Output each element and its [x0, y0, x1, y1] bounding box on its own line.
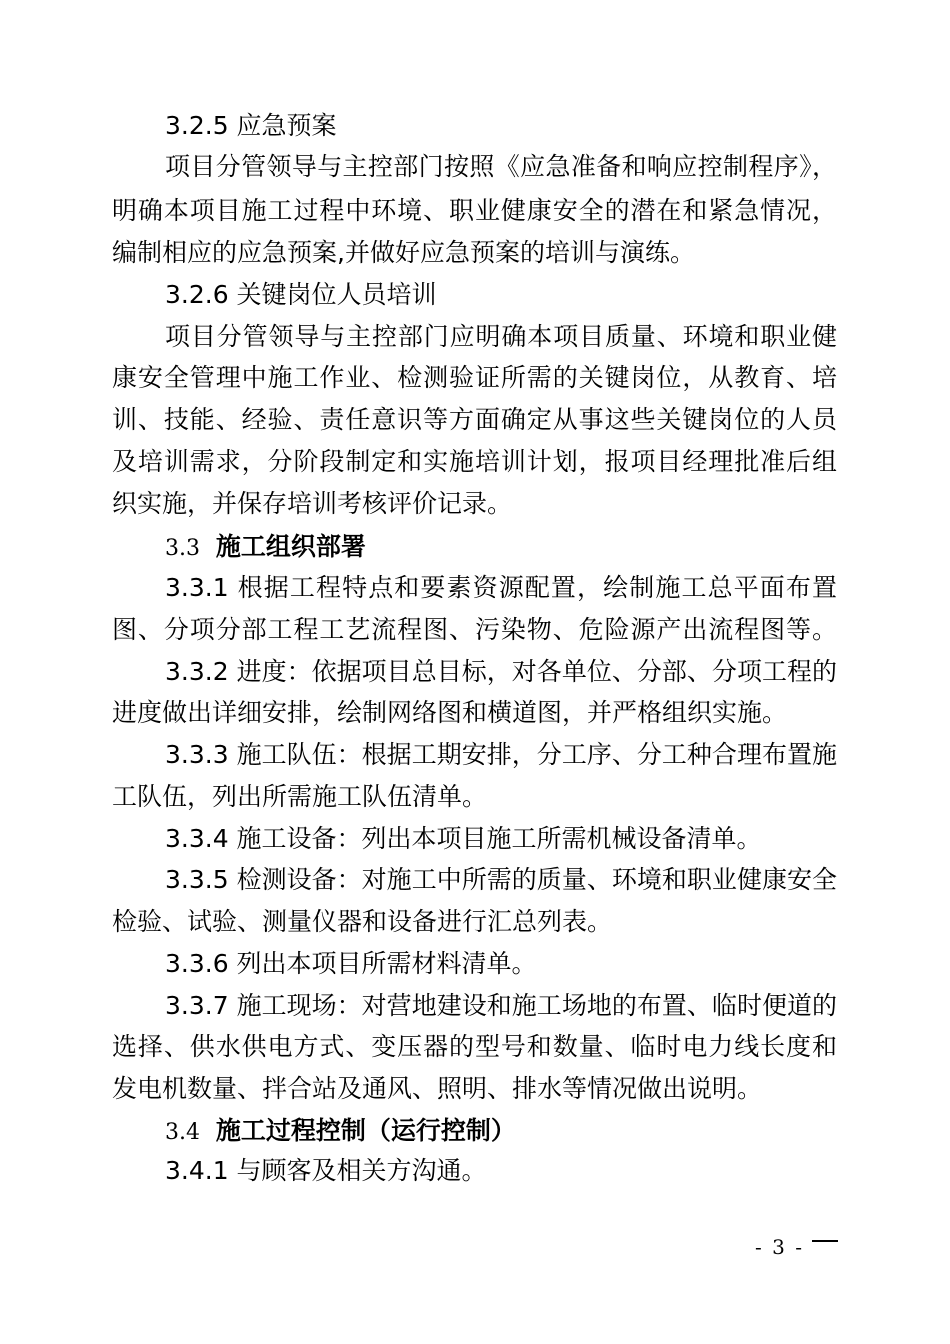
footer-rule	[812, 1240, 838, 1242]
subheading-3-2-5: 3.2.5 应急预案	[165, 111, 337, 140]
paragraph-line: 明确本项目施工过程中环境、职业健康安全的潜在和紧急情况，	[112, 196, 837, 225]
paragraph-line: 及培训需求，分阶段制定和实施培训计划，报项目经理批准后组	[112, 447, 837, 476]
paragraph-line: 康安全管理中施工作业、检测验证所需的关键岗位，从教育、培	[112, 363, 837, 392]
section-title: 施工组织部署	[215, 532, 366, 561]
paragraph-line: 3.3.5 检测设备：对施工中所需的质量、环境和职业健康安全	[165, 865, 837, 894]
page-number: - 3 -	[755, 1235, 804, 1259]
paragraph-line: 项目分管领导与主控部门应明确本项目质量、环境和职业健	[165, 322, 837, 351]
section-number: 3.4	[165, 1120, 200, 1145]
paragraph-line: 织实施，并保存培训考核评价记录。	[112, 489, 513, 518]
paragraph-line: 选择、供水供电方式、变压器的型号和数量、临时电力线长度和	[112, 1032, 837, 1061]
paragraph-line: 发电机数量、拌合站及通风、照明、排水等情况做出说明。	[112, 1074, 763, 1103]
paragraph-line: 3.3.4 施工设备：列出本项目施工所需机械设备清单。	[165, 824, 762, 853]
paragraph-line: 检验、试验、测量仪器和设备进行汇总列表。	[112, 907, 613, 936]
paragraph-line: 图、分项分部工程工艺流程图、污染物、危险源产出流程图等。	[112, 615, 837, 644]
section-number: 3.3	[165, 536, 200, 561]
paragraph-line: 3.3.1 根据工程特点和要素资源配置，绘制施工总平面布置	[165, 573, 837, 602]
paragraph-line: 项目分管领导与主控部门按照《应急准备和响应控制程序》，	[165, 152, 837, 181]
paragraph-line: 编制相应的应急预案,并做好应急预案的培训与演练。	[112, 238, 695, 267]
section-heading-3-3	[165, 527, 366, 569]
subheading-3-2-6: 3.2.6 关键岗位人员培训	[165, 280, 437, 309]
paragraph-line: 训、技能、经验、责任意识等方面确定从事这些关键岗位的人员	[112, 405, 837, 434]
paragraph-line: 进度做出详细安排，绘制网络图和横道图，并严格组织实施。	[112, 698, 788, 727]
section-title: 施工过程控制（运行控制）	[215, 1116, 516, 1145]
paragraph-line: 3.3.3 施工队伍：根据工期安排，分工序、分工种合理布置施	[165, 740, 837, 769]
paragraph-line: 3.3.6 列出本项目所需材料清单。	[165, 949, 537, 978]
paragraph-line: 工队伍，列出所需施工队伍清单。	[112, 782, 488, 811]
paragraph-line: 3.4.1 与顾客及相关方沟通。	[165, 1156, 487, 1185]
section-heading-3-4	[165, 1111, 516, 1153]
paragraph-line: 3.3.2 进度：依据项目总目标，对各单位、分部、分项工程的	[165, 657, 837, 686]
paragraph-line: 3.3.7 施工现场：对营地建设和施工场地的布置、临时便道的	[165, 991, 837, 1020]
